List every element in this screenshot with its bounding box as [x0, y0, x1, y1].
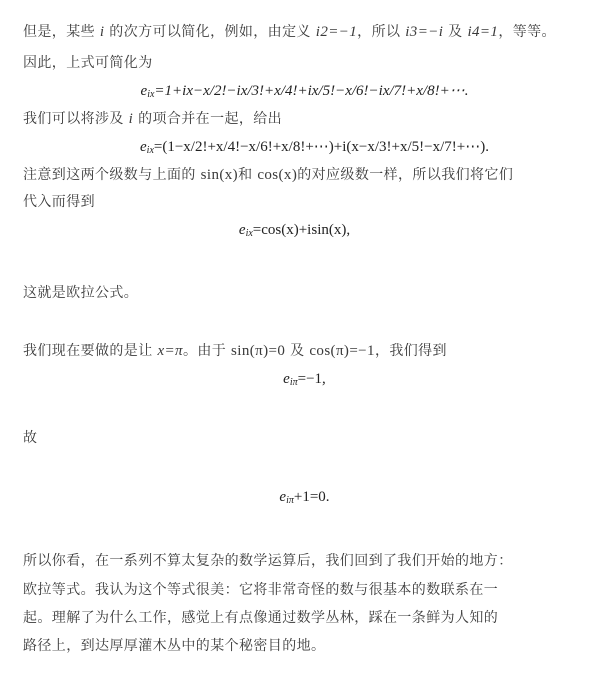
eq-exponent: ix — [146, 145, 154, 156]
text: 的对应级数一样，所以我们将它们 — [297, 167, 514, 183]
equation-euler-identity — [0, 487, 609, 511]
math-expression: i4=1 — [467, 24, 499, 40]
equation-euler-formula — [0, 220, 599, 244]
text: ，等等。 — [498, 24, 556, 40]
math-i: i — [128, 111, 134, 127]
eq-base: e — [140, 139, 147, 155]
eq-base: e — [283, 371, 290, 387]
math-expression: sin(x) — [200, 167, 239, 183]
eq-base: e — [140, 83, 148, 99]
eq-base: e — [238, 222, 246, 238]
text: 和 — [238, 167, 258, 183]
text: 的次方可以简化，例如，由定义 — [104, 24, 316, 40]
text: 但是，某些 — [23, 24, 100, 40]
eq-rhs: =1+ix−x/2!−ix/3!+x/4!+ix/5!−x/6!−ix/7!+x/8!+⋯. — [154, 83, 469, 99]
paragraph-line: 这就是欧拉公式。 — [23, 285, 139, 301]
eq-exponent: iπ — [289, 377, 298, 388]
paragraph-line: 所以你看，在一系列不算太复杂的数学运算后，我们回到了我们开始的地方： — [23, 553, 513, 569]
text: 注意到这两个级数与上面的 — [23, 167, 201, 183]
paragraph-line — [23, 165, 513, 185]
eq-exponent: iπ — [286, 495, 294, 506]
eq-exponent: ix — [245, 228, 253, 239]
text: 我们现在要做的是让 — [23, 343, 158, 359]
text: ，我们得到 — [374, 343, 447, 359]
eq-rhs: =−1, — [297, 371, 326, 387]
paragraph-line: 因此，上式可简化为 — [23, 55, 153, 71]
math-expression: i3=−i — [405, 24, 444, 40]
text: 我们可以将涉及 — [23, 111, 129, 127]
math-expression: x=π — [157, 343, 183, 359]
paragraph-line: 欧拉等式。我认为这个等式很美：它将非常奇怪的数与很基本的数联系在一 — [23, 582, 499, 598]
eq-rhs: =(1−x/2!+x/4!−x/6!+x/8!+⋯)+i(x−x/3!+x/5!−x/7!+⋯). — [153, 139, 489, 155]
eq-base: e — [279, 489, 287, 505]
math-expression: sin(π)=0 — [231, 343, 286, 359]
math-expression: cos(x) — [257, 167, 298, 183]
paragraph-line: 路径上，到达厚厚灌木丛中的某个秘密目的地。 — [23, 638, 326, 654]
eq-exponent: ix — [147, 89, 155, 100]
math-i: i — [99, 24, 105, 40]
paragraph-line — [23, 22, 556, 42]
math-expression: cos(π)=−1 — [309, 343, 375, 359]
text: 的项合并在一起，给出 — [133, 111, 283, 127]
equation-grouped-series — [10, 137, 609, 161]
text: 。由于 — [182, 343, 232, 359]
math-expression: i2=−1 — [315, 24, 358, 40]
paragraph-line: 起。理解了为什么工作，感觉上有点像通过数学丛林，踩在一条鲜为人知的 — [23, 610, 499, 626]
text: 及 — [443, 24, 468, 40]
equation-series — [0, 81, 609, 105]
text: 及 — [285, 343, 310, 359]
equation-e-i-pi — [0, 369, 609, 393]
eq-rhs: =cos(x)+isin(x), — [252, 222, 351, 238]
paragraph-line: 代入而得到 — [23, 194, 95, 210]
paragraph-line — [23, 341, 447, 361]
paragraph-line: 故 — [23, 430, 38, 446]
text: ，所以 — [357, 24, 406, 40]
eq-rhs: +1=0. — [293, 489, 330, 505]
paragraph-line — [23, 109, 282, 129]
